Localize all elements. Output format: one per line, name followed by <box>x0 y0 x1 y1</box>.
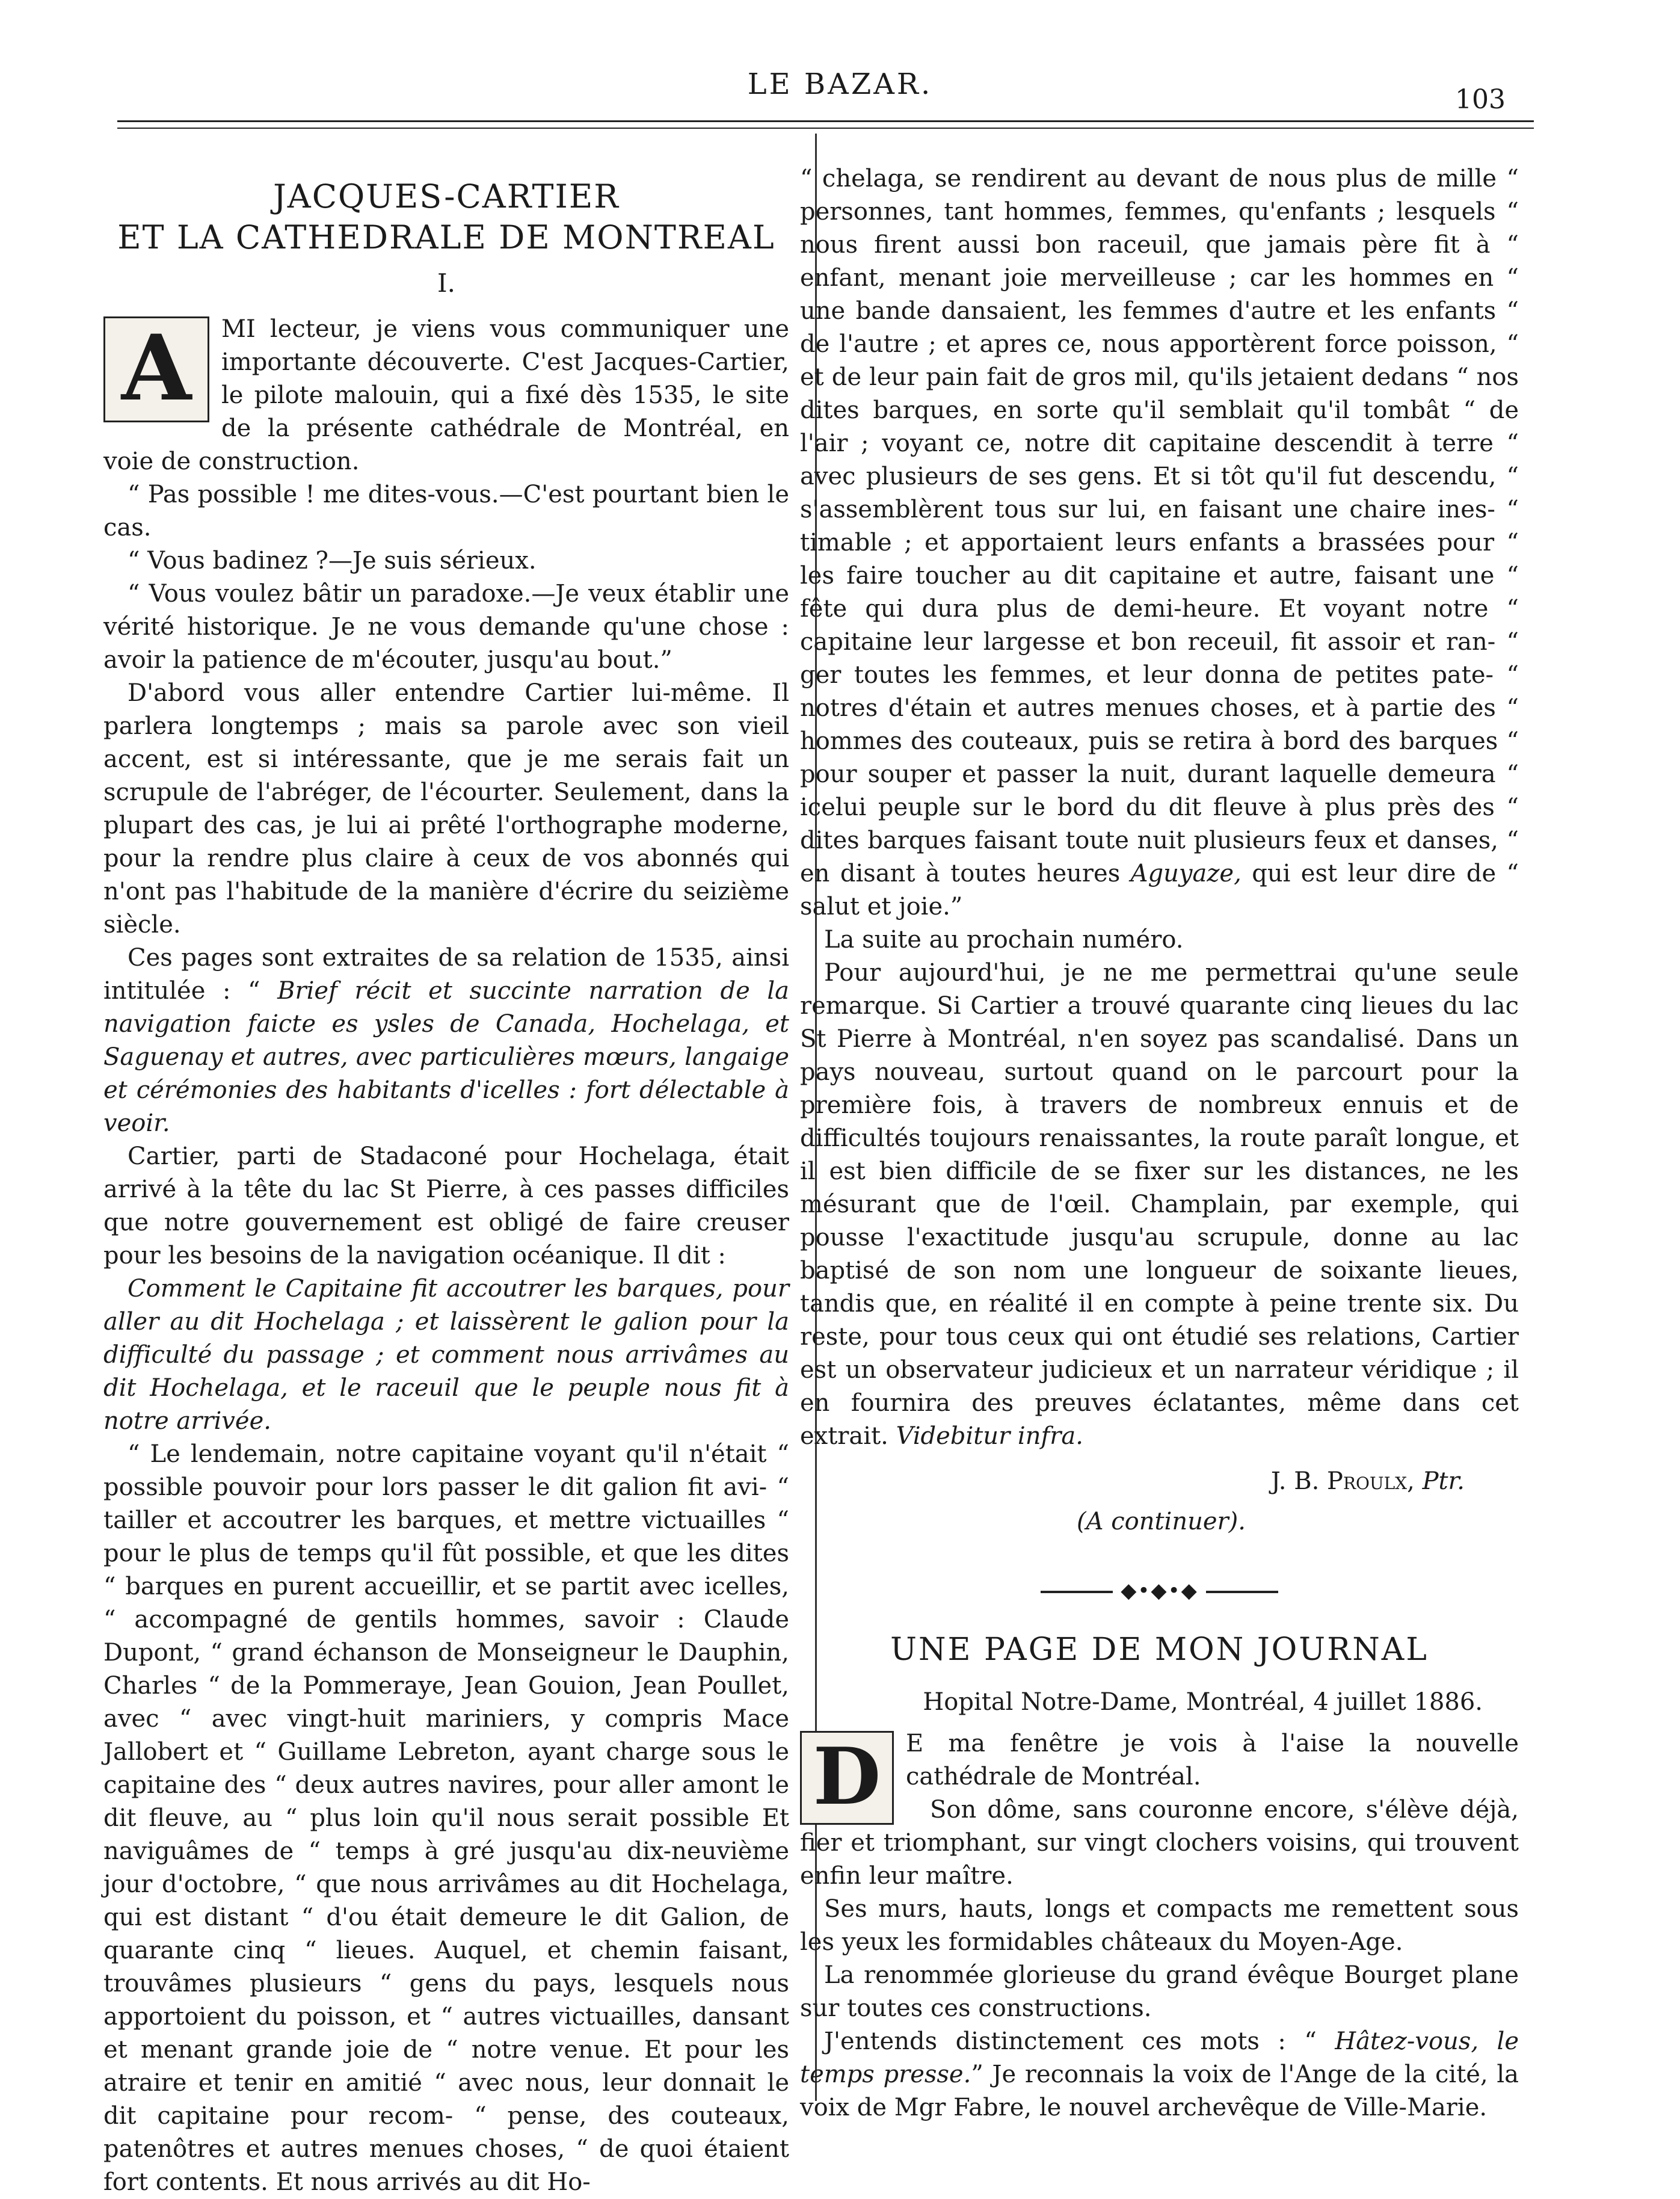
paragraph: Cartier, parti de Stadaconé pour Hochelaga, était arrivé à la tête du lac St Pierre, à ces passes difficiles que notre gouvernement est obligé de faire creuser pour les besoins de la navigation océanique. Il dit : <box>103 1143 789 1269</box>
paragraph: D E ma fenêtre je vois à l'aise la nouvelle cathédrale de Montréal. <box>800 1727 1519 1793</box>
section-number: I. <box>437 268 455 298</box>
paragraph: “ Vous badinez ?—Je suis sérieux. <box>128 547 537 575</box>
chapter-heading: Comment le Capitaine fit accoutrer les barques, pour aller au dit Hochelaga ; et laissèrent le galion pour la difficulté du passage ; et comment nous arrivâmes au dit Hochelaga, et le raceuil que le peuple nous fit à notre arrivée. <box>103 1275 789 1435</box>
right-column <box>800 162 1519 2124</box>
author-title: Ptr. <box>1422 1467 1465 1495</box>
author-name: J. B. Proulx, <box>1270 1467 1415 1495</box>
paragraph: A MI lecteur, je viens vous communiquer une importante découverte. C'est Jacques-Cartier, le pilote malouin, qui a fixé dès 1535, le site de la présente cathédrale de Montréal, en voie de construction. <box>103 315 789 475</box>
paragraph: “ Vous voulez bâtir un paradoxe.—Je veux établir une vérité historique. Je ne vous demande qu'une chose : avoir la patience de m'écouter, jusqu'au bout.” <box>103 580 789 674</box>
ornament-divider: ◆•◆•◆ <box>800 1574 1519 1608</box>
paragraph: La suite au prochain numéro. <box>824 926 1184 954</box>
paragraph: Son dôme, sans couronne encore, s'élève déjà, fier et triomphant, sur vingt clochers voisins, qui trouvent enfin leur maître. <box>800 1796 1519 1890</box>
paragraph: Ses murs, hauts, longs et compacts me remettent sous les yeux les formidables châteaux du Moyen-Age. <box>800 1895 1519 1956</box>
paragraph: “ Pas possible ! me dites-vous.—C'est pourtant bien le cas. <box>103 481 789 541</box>
left-column <box>103 153 789 2199</box>
continued-note: (A continuer). <box>1077 1508 1246 1535</box>
author-signature <box>800 1465 1519 1498</box>
dateline: Hopital Notre-Dame, Montréal, 4 juillet 1886. <box>923 1688 1483 1716</box>
header-rule <box>117 120 1534 122</box>
paragraph: J'entends distinctement ces mots : “ Hâtez-vous, le temps presse.” Je reconnais la voix de l'Ange de la cité, la voix de Mgr Fabre, le nouvel archevêque de Ville-Marie. <box>800 2028 1519 2121</box>
drop-cap: D <box>800 1731 894 1825</box>
article-title <box>103 176 789 258</box>
title-line-1: JACQUES-CARTIER <box>273 177 620 215</box>
page-number: 103 <box>1455 84 1506 115</box>
running-title: LE BAZAR. <box>747 67 933 101</box>
paragraph: Ces pages sont extraites de sa relation de 1535, ainsi intitulée : “ Brief récit et succinte narration de la navigation faicte es ysles de Canada, Hochelaga, et Saguenay et autres, avec particulières mœurs, langaige et cérémonies des habitants d'icelles : fort délectable à veoir. <box>103 944 789 1137</box>
quoted-passage: “ Le lendemain, notre capitaine voyant qu'il n'était “ possible pouvoir pour lors passer le dit galion fit avi- “ tailler et accoutrer les barques, et mettre victuailles “ pour le plus de temps qu'il fût possible, et que les dites “ barques en purent accueillir, et se partit avec icelles, “ accompagné de gentils hommes, savoir : Claude Dupont, “ grand échanson de Monseigneur le Dauphin, Charles “ de la Pommeraye, Jean Gouion, Jean Poullet, avec “ avec vingt-huit mariniers, y compris Mace Jallobert et “ Guillame Lebreton, ayant charge sous le capitaine des “ deux autres navires, pour aller amont le dit fleuve, au “ plus loin qu'il nous serait possible Et naviguâmes de “ temps à gré jusqu'au dix-neuvième jour d'octobre, “ que nous arrivâmes au dit Hochelaga, qui est distant “ d'ou était demeure le dit Galion, de quarante cinq “ lieues. Auquel, et chemin faisant, trouvâmes plusieurs “ gens du pays, lesquels nous apportoient du poisson, et “ autres victuailles, dansant et menant grande joie de “ notre venue. Et pour les atraire et tenir en amitié “ avec nous, leur donnait le dit capitaine pour recom- “ pense, des couteaux, patenôtres et autres menues choses, “ de quoi étaient fort contents. Et nous arrivés au dit Ho- <box>103 1440 789 2196</box>
title-line-2: ET LA CATHEDRALE DE MONTREAL <box>117 218 775 256</box>
quoted-passage: “ chelaga, se rendirent au devant de nous plus de mille “ personnes, tant hommes, femmes, qu'enfants ; lesquels “ nous firent aussi bon raceuil, que jamais père fit à “ enfant, menant joie merveilleuse ; car les hommes en “ une bande dansaient, les femmes d'autre et les enfants “ de l'autre ; et apres ce, nous apportèrent force poisson, “ et de leur pain fait de gros mil, qu'ils jetaient dedans “ nos dites barques, en sorte qu'il semblait qu'il tombât “ de l'air ; voyant ce, notre dit capitaine descendit à terre “ avec plusieurs de ses gens. Et si tôt qu'il fut descendu, “ s'assemblèrent tous sur lui, en faisant une chaire ines- “ timable ; et apportaient leurs enfants a brassées pour “ les faire toucher au dit capitaine et autre, faisant une “ fête qui dura plus de demi-heure. Et voyant notre “ capitaine leur largesse et bon receuil, fit assoir et ran- “ ger toutes les femmes, et leur donna de petites pate- “ notres d'étain et autres menues choses, et à partie des “ hommes des couteaux, puis se retira à bord des barques “ pour souper et passer la nuit, durant laquelle demeura “ icelui peuple sur le bord du dit fleuve à plus près des “ dites barques faisant toute nuit plusieurs feux et danses, “ en disant à toutes heures Aguyaze, qui est leur dire de “ salut et joie.” <box>800 165 1519 921</box>
paragraph: Pour aujourd'hui, je ne me permettrai qu'une seule remarque. Si Cartier a trouvé quarante cinq lieues du lac St Pierre à Montréal, n'en soyez pas scandalisé. Dans un pays nouveau, surtout quand on le parcourt pour la première fois, à travers de nombreux ennuis et de difficultés toujours renaissantes, la route paraît longue, et il est bien difficile de se fixer sur les distances, ne les mésurant que de l'œil. Champlain, par exemple, qui pousse l'exactitude jusqu'au scrupule, donne au lac baptisé de son nom une longueur de soixante lieues, tandis que, en réalité il en compte à peine trente six. Du reste, pour tous ceux qui ont étudié ses relations, Cartier est un observateur judicieux et un narrateur véridique ; il en fournira des preuves éclatantes, même dans cet extrait. Videbitur infra. <box>800 959 1519 1450</box>
paragraph: La renommée glorieuse du grand évêque Bourget plane sur toutes ces constructions. <box>800 1961 1519 2022</box>
header-rule-inner <box>117 128 1534 129</box>
drop-cap: A <box>103 316 209 422</box>
paragraph: D'abord vous aller entendre Cartier lui-même. Il parlera longtemps ; mais sa parole avec son vieil accent, est si intéressante, que je me serais fait un scrupule de l'abréger, de l'écourter. Seulement, dans la plupart des cas, je lui ai prêté l'orthographe moderne, pour la rendre plus claire à ceux de vos abonnés qui n'ont pas l'habitude de la manière d'écrire du seizième siècle. <box>103 679 789 939</box>
article-title: UNE PAGE DE MON JOURNAL <box>890 1632 1429 1668</box>
